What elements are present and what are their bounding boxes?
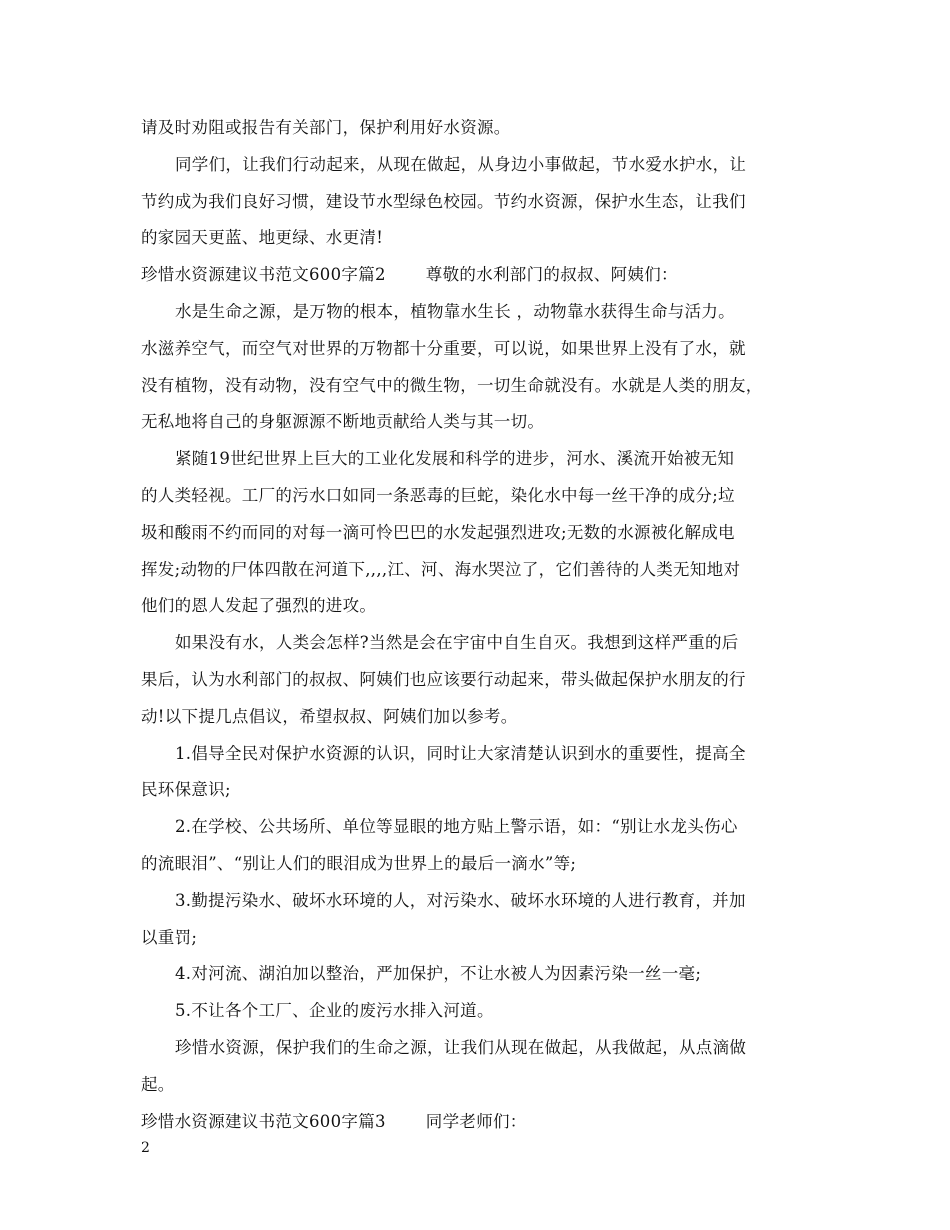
page-number: 2: [141, 1140, 150, 1156]
text-line: [141, 515, 821, 552]
text-line-content: 1.倡导全民对保护水资源的认识，同时让大家清楚认识到水的重要性，提高全: [175, 743, 746, 763]
text-line-content: 民环保意识;: [141, 780, 231, 800]
text-line: [141, 478, 821, 515]
text-line-content: 水是生命之源，是万物的根本，植物靠水生长 ，动物靠水获得生命与活力。: [175, 301, 735, 321]
text-line: [141, 993, 821, 1030]
text-line-content: 以重罚;: [141, 927, 198, 947]
text-line-content: 果后，认为水利部门的叔叔、阿姨们也应该要行动起来，带头做起保护水朋友的行: [141, 669, 746, 689]
text-line-content: 动!以下提几点倡议，希望叔叔、阿姨们加以参考。: [141, 706, 518, 726]
text-line: [141, 368, 821, 405]
text-line: [141, 331, 821, 368]
text-line-content: 他们的恩人发起了强烈的进攻。: [141, 596, 377, 616]
text-line-content: 珍惜水资源建议书范文600字篇2: [141, 265, 386, 285]
text-line-content: 的家园天更蓝、地更绿、水更清!: [141, 228, 384, 248]
text-line: [141, 846, 821, 883]
text-line: [141, 956, 821, 993]
text-line: [141, 147, 821, 184]
text-line-content: 的流眼泪”、“别让人们的眼泪成为世界上的最后一滴水”等;: [141, 853, 577, 873]
text-line-content: 无私地将自己的身躯源源不断地贡献给人类与其一切。: [141, 412, 545, 432]
text-line: [141, 1067, 821, 1104]
text-line-content: 水滋养空气，而空气对世界的万物都十分重要，可以说，如果世界上没有了水，就: [141, 338, 746, 358]
text-line-content: 4.对河流、湖泊加以整治，严加保护，不让水被人为因素污染一丝一毫;: [175, 964, 702, 984]
salutation: 同学老师们：: [425, 1111, 527, 1131]
text-line: [141, 588, 821, 625]
text-line-content: 紧随19世纪世界上巨大的工业化发展和科学的进步，河水、溪流开始被无知: [175, 449, 735, 469]
text-line-content: 珍惜水资源建议书范文600字篇3: [141, 1111, 386, 1131]
text-line-content: 节约成为我们良好习惯，建设节水型绿色校园。节约水资源，保护水生态，让我们: [141, 191, 746, 211]
document-body: [141, 110, 821, 1140]
text-line-content: 5.不让各个工厂、企业的废污水排入河道。: [175, 1001, 494, 1021]
text-line: [141, 883, 821, 920]
text-line: [141, 294, 821, 331]
text-line-content: 如果没有水，人类会怎样?当然是会在宇宙中自生自灭。我想到这样严重的后: [175, 633, 739, 653]
text-line-content: 2.在学校、公共场所、单位等显眼的地方贴上警示语，如：“别让水龙头伤心: [175, 817, 738, 837]
text-line: [141, 625, 821, 662]
text-line: [141, 736, 821, 773]
text-line: [141, 404, 821, 441]
text-line-content: 圾和酸雨不约而同的对每一滴可怜巴巴的水发起强烈进攻;无数的水源被化解成电: [141, 522, 735, 542]
text-line: [141, 552, 821, 589]
text-line-content: 没有植物，没有动物，没有空气中的微生物，一切生命就没有。水就是人类的朋友，: [141, 375, 763, 395]
text-line-content: 3.勤提污染水、破坏水环境的人，对污染水、破坏水环境的人进行教育，并加: [175, 890, 746, 910]
text-line: [141, 441, 821, 478]
text-line-content: 请及时劝阻或报告有关部门，保护利用好水资源。: [141, 118, 511, 137]
text-line: [141, 184, 821, 221]
text-line: [141, 220, 821, 257]
text-line: [141, 699, 821, 736]
text-line: [141, 1104, 821, 1141]
text-line-content: 的人类轻视。工厂的污水口如同一条恶毒的巨蛇，染化水中每一丝干净的成分;垃: [141, 485, 735, 505]
text-line: [141, 772, 821, 809]
salutation: 尊敬的水利部门的叔叔、阿姨们：: [425, 265, 678, 285]
text-line: [141, 1030, 821, 1067]
text-line: [141, 110, 821, 147]
text-line-content: 珍惜水资源，保护我们的生命之源，让我们从现在做起，从我做起，从点滴做: [175, 1037, 747, 1057]
text-line-content: 挥发;动物的尸体四散在河道下,,,,江、河、海水哭泣了，它们善待的人类无知地对: [141, 559, 741, 579]
text-line: [141, 662, 821, 699]
text-line: [141, 257, 821, 294]
text-line: [141, 809, 821, 846]
text-line-content: 起。: [141, 1074, 175, 1094]
text-line: [141, 920, 821, 957]
text-line-content: 同学们，让我们行动起来，从现在做起，从身边小事做起，节水爱水护水，让: [175, 154, 747, 174]
